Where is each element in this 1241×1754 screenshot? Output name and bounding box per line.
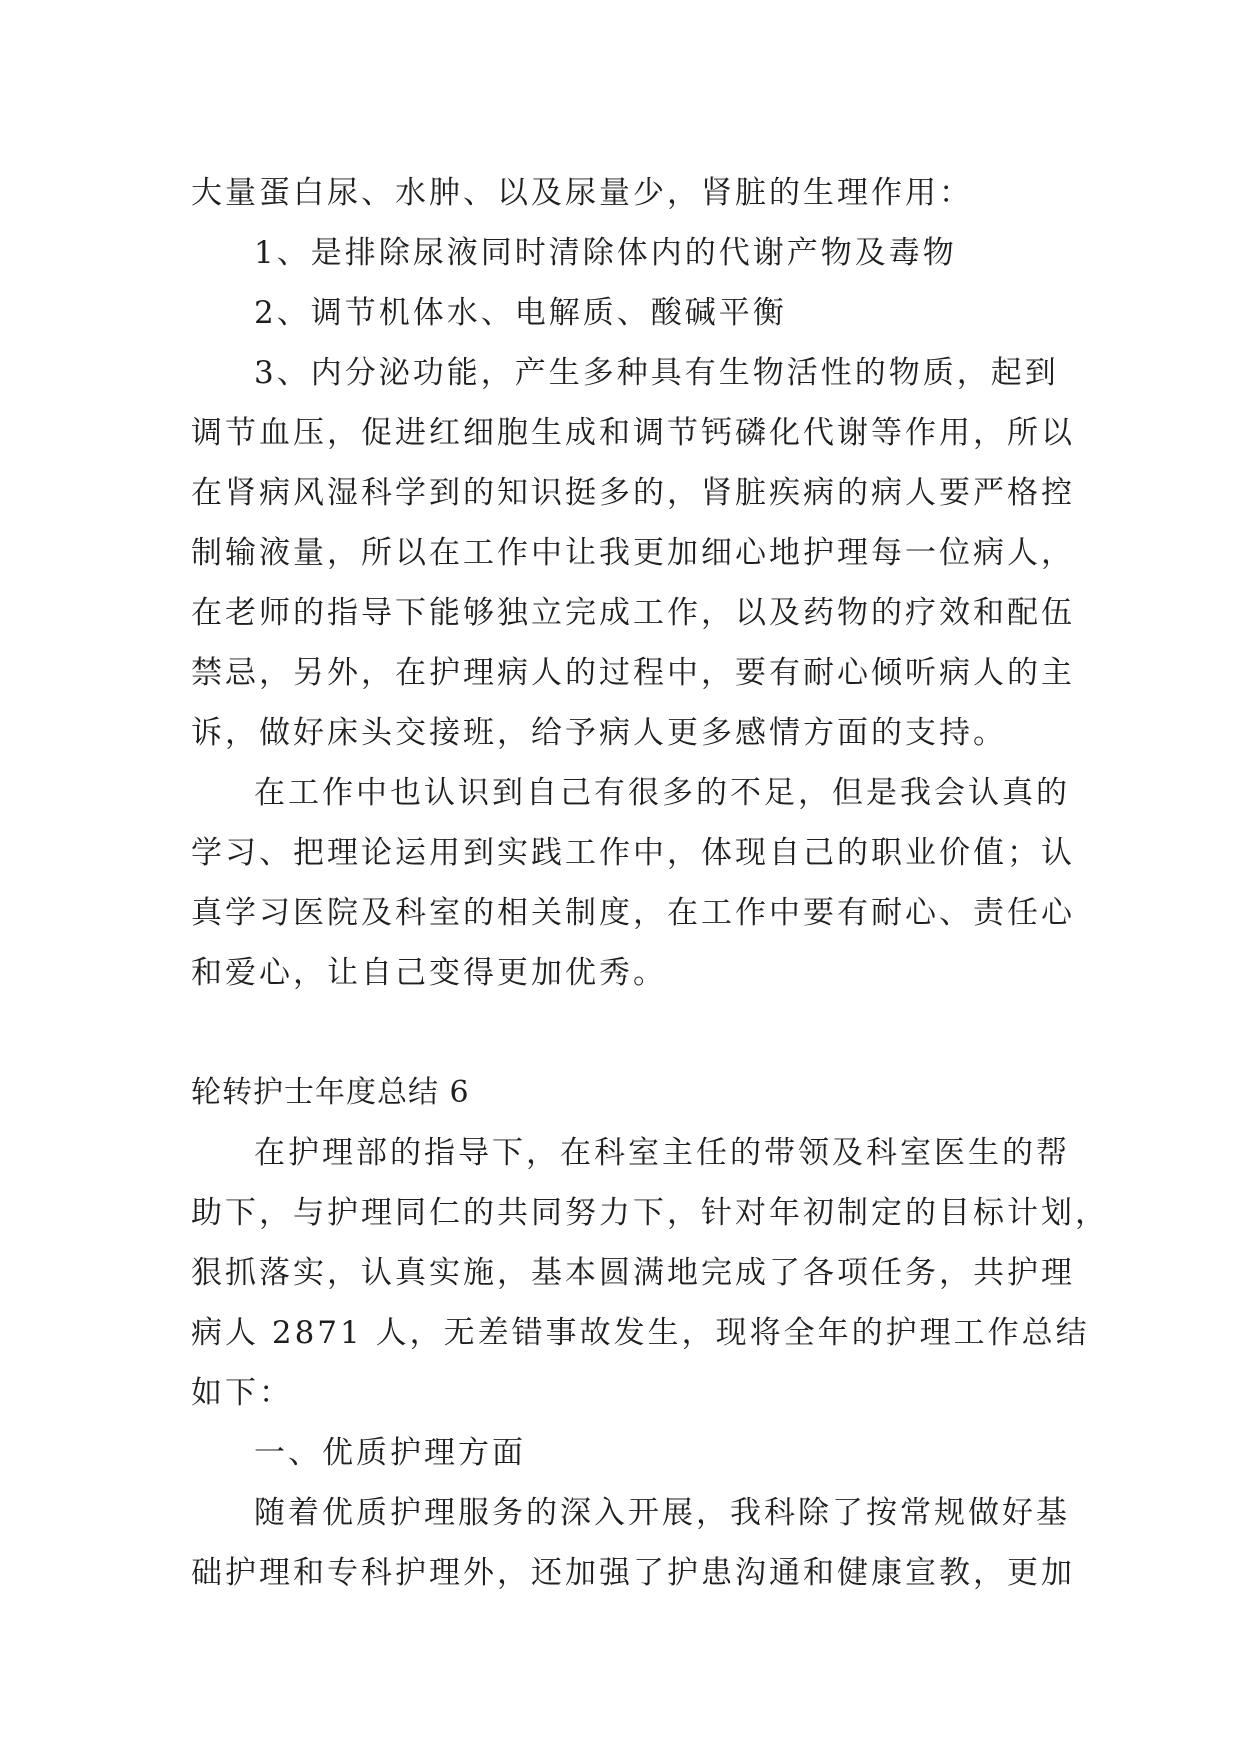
text-line: 学习、把理论运用到实践工作中，体现自己的职业价值；认	[191, 835, 1075, 871]
text-line: 在肾病风湿科学到的知识挺多的，肾脏疾病的病人要严格控	[191, 475, 1075, 511]
list-item-3: 3、内分泌功能，产生多种具有生物活性的物质，起到	[254, 355, 1059, 391]
paragraph-start: 在工作中也认识到自己有很多的不足，但是我会认真的	[254, 775, 1070, 811]
text-line: 在老师的指导下能够独立完成工作，以及药物的疗效和配伍	[191, 595, 1075, 631]
section-spacer	[191, 1003, 1051, 1063]
text-line: 制输液量，所以在工作中让我更加细心地护理每一位病人，	[191, 535, 1075, 571]
text-line: 如下：	[191, 1375, 293, 1411]
text-line: 真学习医院及科室的相关制度，在工作中要有耐心、责任心	[191, 895, 1075, 931]
paragraph-start: 在护理部的指导下，在科室主任的带领及科室医生的帮	[254, 1135, 1070, 1171]
text-line: 和爱心，让自己变得更加优秀。	[191, 955, 667, 991]
document-body	[191, 163, 1109, 1603]
text-line: 助下，与护理同仁的共同努力下，针对年初制定的目标计划，	[191, 1195, 1109, 1231]
text-line: 调节血压，促进红细胞生成和调节钙磷化代谢等作用，所以	[191, 415, 1075, 451]
text-line: 病人 2871 人，无差错事故发生，现将全年的护理工作总结	[191, 1315, 1090, 1351]
section-title: 轮转护士年度总结 6	[191, 1075, 470, 1110]
text-line: 狠抓落实，认真实施，基本圆满地完成了各项任务，共护理	[191, 1255, 1075, 1291]
paragraph-start: 随着优质护理服务的深入开展，我科除了按常规做好基	[254, 1495, 1070, 1531]
list-item-2: 2、调节机体水、电解质、酸碱平衡	[254, 295, 787, 331]
list-item-1: 1、是排除尿液同时清除体内的代谢产物及毒物	[254, 235, 957, 271]
text-line: 诉，做好床头交接班，给予病人更多感情方面的支持。	[191, 715, 1007, 751]
text-line: 础护理和专科护理外，还加强了护患沟通和健康宣教，更加	[191, 1555, 1075, 1591]
text-line: 大量蛋白尿、水肿、以及尿量少，肾脏的生理作用：	[191, 175, 973, 211]
text-line: 禁忌，另外，在护理病人的过程中，要有耐心倾听病人的主	[191, 655, 1075, 691]
subheading: 一、优质护理方面	[254, 1435, 526, 1471]
